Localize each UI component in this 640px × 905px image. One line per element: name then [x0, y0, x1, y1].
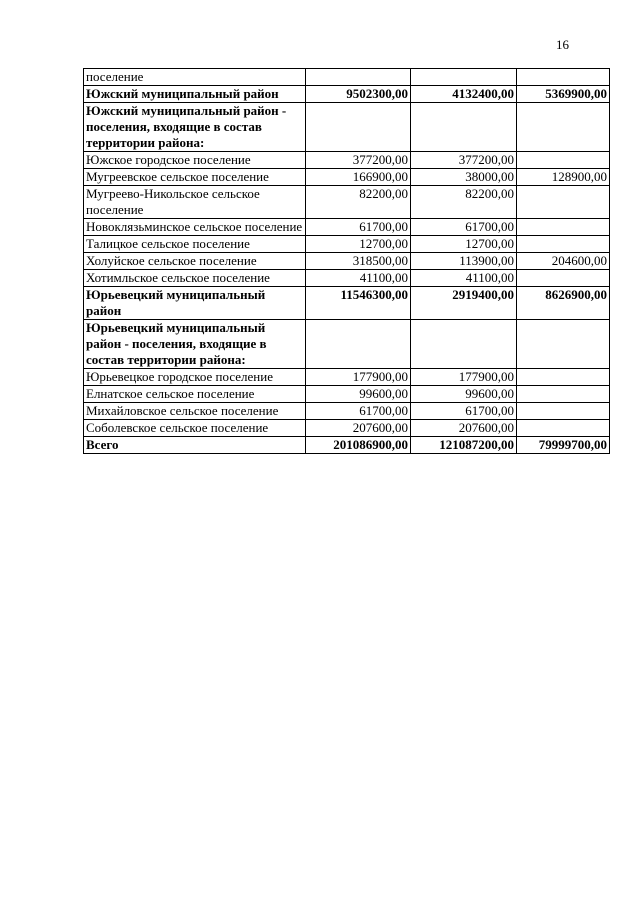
value-cell-2: 177900,00: [411, 369, 517, 386]
table-row: [84, 219, 610, 236]
table-row: [84, 236, 610, 253]
row-name-cell: Михайловское сельское поселение: [84, 403, 306, 420]
value-cell-1: 318500,00: [306, 253, 411, 270]
value-cell-2: 61700,00: [411, 219, 517, 236]
value-cell-2: [411, 69, 517, 86]
page-number: 16: [556, 37, 569, 52]
table-row: [84, 270, 610, 287]
row-name-cell: Хотимльское сельское поселение: [84, 270, 306, 287]
value-cell-1: [306, 320, 411, 369]
value-cell-3: [517, 320, 610, 369]
value-cell-3: [517, 103, 610, 152]
value-cell-2: 2919400,00: [411, 287, 517, 320]
budget-table: [83, 68, 610, 454]
value-cell-1: 41100,00: [306, 270, 411, 287]
budget-table-body: [84, 69, 610, 454]
value-cell-2: 113900,00: [411, 253, 517, 270]
value-cell-1: 166900,00: [306, 169, 411, 186]
row-name-cell: Юрьевецкий муниципальный район: [84, 287, 306, 320]
value-cell-3: [517, 386, 610, 403]
value-cell-2: 41100,00: [411, 270, 517, 287]
value-cell-2: [411, 320, 517, 369]
value-cell-3: 128900,00: [517, 169, 610, 186]
row-name-cell: Талицкое сельское поселение: [84, 236, 306, 253]
value-cell-3: [517, 420, 610, 437]
value-cell-2: 121087200,00: [411, 437, 517, 454]
value-cell-2: 82200,00: [411, 186, 517, 219]
value-cell-3: [517, 403, 610, 420]
value-cell-3: [517, 219, 610, 236]
value-cell-2: 99600,00: [411, 386, 517, 403]
value-cell-1: [306, 103, 411, 152]
table-row: [84, 320, 610, 369]
value-cell-3: 8626900,00: [517, 287, 610, 320]
value-cell-2: 377200,00: [411, 152, 517, 169]
row-name-cell: Южское городское поселение: [84, 152, 306, 169]
value-cell-1: 12700,00: [306, 236, 411, 253]
table-row: [84, 386, 610, 403]
value-cell-2: 4132400,00: [411, 86, 517, 103]
table-row: [84, 420, 610, 437]
table-row: [84, 152, 610, 169]
value-cell-1: 377200,00: [306, 152, 411, 169]
value-cell-1: 201086900,00: [306, 437, 411, 454]
table-row: [84, 369, 610, 386]
table-row: [84, 437, 610, 454]
value-cell-3: 204600,00: [517, 253, 610, 270]
value-cell-3: [517, 270, 610, 287]
row-name-cell: Юрьевецкий муниципальный район - поселения, входящие в состав территории района:: [84, 320, 306, 369]
value-cell-3: 5369900,00: [517, 86, 610, 103]
table-row: [84, 69, 610, 86]
value-cell-1: 61700,00: [306, 403, 411, 420]
value-cell-1: 9502300,00: [306, 86, 411, 103]
value-cell-3: [517, 186, 610, 219]
value-cell-1: 177900,00: [306, 369, 411, 386]
row-name-cell: Соболевское сельское поселение: [84, 420, 306, 437]
value-cell-3: 79999700,00: [517, 437, 610, 454]
row-name-cell: Новоклязьминское сельское поселение: [84, 219, 306, 236]
value-cell-1: [306, 69, 411, 86]
table-row: [84, 103, 610, 152]
value-cell-2: [411, 103, 517, 152]
row-name-cell: Елнатское сельское поселение: [84, 386, 306, 403]
row-name-cell: Холуйское сельское поселение: [84, 253, 306, 270]
row-name-cell: поселение: [84, 69, 306, 86]
value-cell-3: [517, 236, 610, 253]
row-name-cell: Мугреево-Никольское сельское поселение: [84, 186, 306, 219]
row-name-cell: Южский муниципальный район: [84, 86, 306, 103]
value-cell-2: 61700,00: [411, 403, 517, 420]
table-row: [84, 186, 610, 219]
value-cell-2: 207600,00: [411, 420, 517, 437]
table-row: [84, 287, 610, 320]
row-name-cell: Южский муниципальный район - поселения, входящие в состав территории района:: [84, 103, 306, 152]
value-cell-1: 99600,00: [306, 386, 411, 403]
table-row: [84, 253, 610, 270]
value-cell-1: 82200,00: [306, 186, 411, 219]
row-name-cell: Всего: [84, 437, 306, 454]
table-row: [84, 86, 610, 103]
row-name-cell: Мугреевское сельское поселение: [84, 169, 306, 186]
value-cell-1: 61700,00: [306, 219, 411, 236]
value-cell-2: 38000,00: [411, 169, 517, 186]
value-cell-2: 12700,00: [411, 236, 517, 253]
value-cell-3: [517, 152, 610, 169]
table-row: [84, 403, 610, 420]
table-row: [84, 169, 610, 186]
value-cell-1: 11546300,00: [306, 287, 411, 320]
value-cell-1: 207600,00: [306, 420, 411, 437]
value-cell-3: [517, 69, 610, 86]
value-cell-3: [517, 369, 610, 386]
row-name-cell: Юрьевецкое городское поселение: [84, 369, 306, 386]
